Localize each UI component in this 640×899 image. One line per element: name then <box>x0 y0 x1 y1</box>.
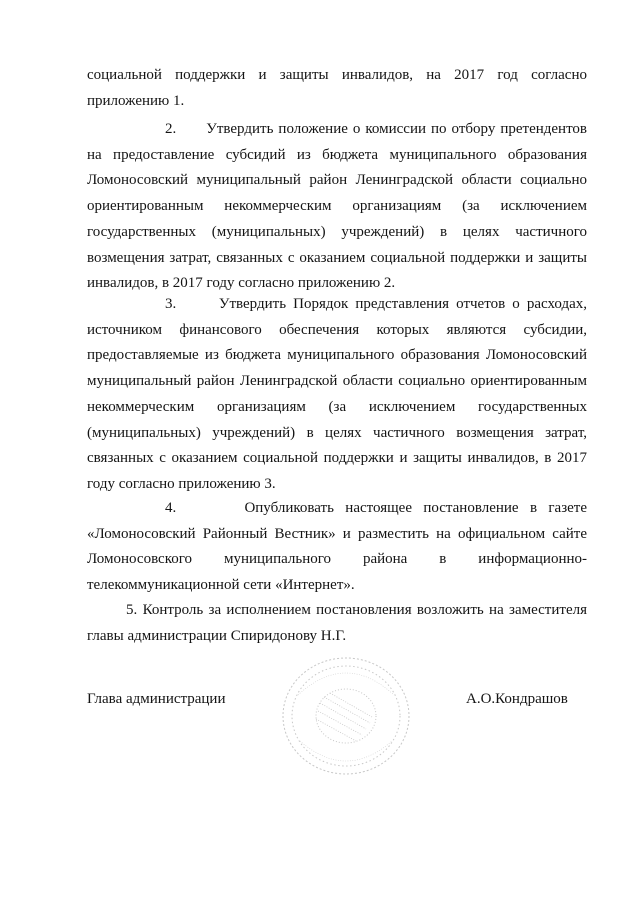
paragraph-item-5 <box>87 598 587 649</box>
item-3-number: 3. <box>165 296 177 312</box>
signature-name: А.О.Кондрашов <box>466 691 568 707</box>
paragraph-continuation-text: социальной поддержки и защиты инвалидов, на 2017 год согласно приложению 1. <box>87 67 587 109</box>
official-seal-icon <box>280 655 412 777</box>
paragraph-continuation <box>87 63 587 114</box>
item-4-number: 4. <box>165 500 177 516</box>
paragraph-item-2 <box>87 117 587 297</box>
item-4-text: Опубликовать настоящее постановление в газете «Ломоносовский Районный Вестник» и разместить на официальном сайте Ломоносовского муниципального района в информационно-телекоммуникационной сети «Интернет». <box>87 500 587 594</box>
item-5-text: 5. Контроль за исполнением постановления возложить на заместителя главы администрации Спиридонову Н.Г. <box>87 602 587 644</box>
paragraph-item-3 <box>87 292 587 498</box>
item-2-number: 2. <box>165 121 177 137</box>
item-3-text: Утвердить Порядок представления отчетов о расходах, источником финансового обеспечения которых являются субсидии, предоставляемые из бюджета муниципального образования Ломоносовский муниципальный район Ленинградской области социально ориентированным некоммерческим организациям (за исключением государственных (муниципальных) учреждений) в целях частичного возмещения затрат, связанных с оказанием социальной поддержки и защиты инвалидов, в 2017 году согласно приложению 3. <box>87 296 588 492</box>
paragraph-item-4 <box>87 496 587 599</box>
signature-title: Глава администрации <box>87 691 226 707</box>
item-2-text: Утвердить положение о комиссии по отбору претендентов на предоставление субсидий из бюджета муниципального образования Ломоносовский муниципальный район Ленинградской области социально ориентированным некоммерческим организациям (за исключением государственных (муниципальных) учреждений) в целях частичного возмещения затрат, связанных с оказанием социальной поддержки и защиты инвалидов, в 2017 году согласно приложению 2. <box>87 121 588 292</box>
